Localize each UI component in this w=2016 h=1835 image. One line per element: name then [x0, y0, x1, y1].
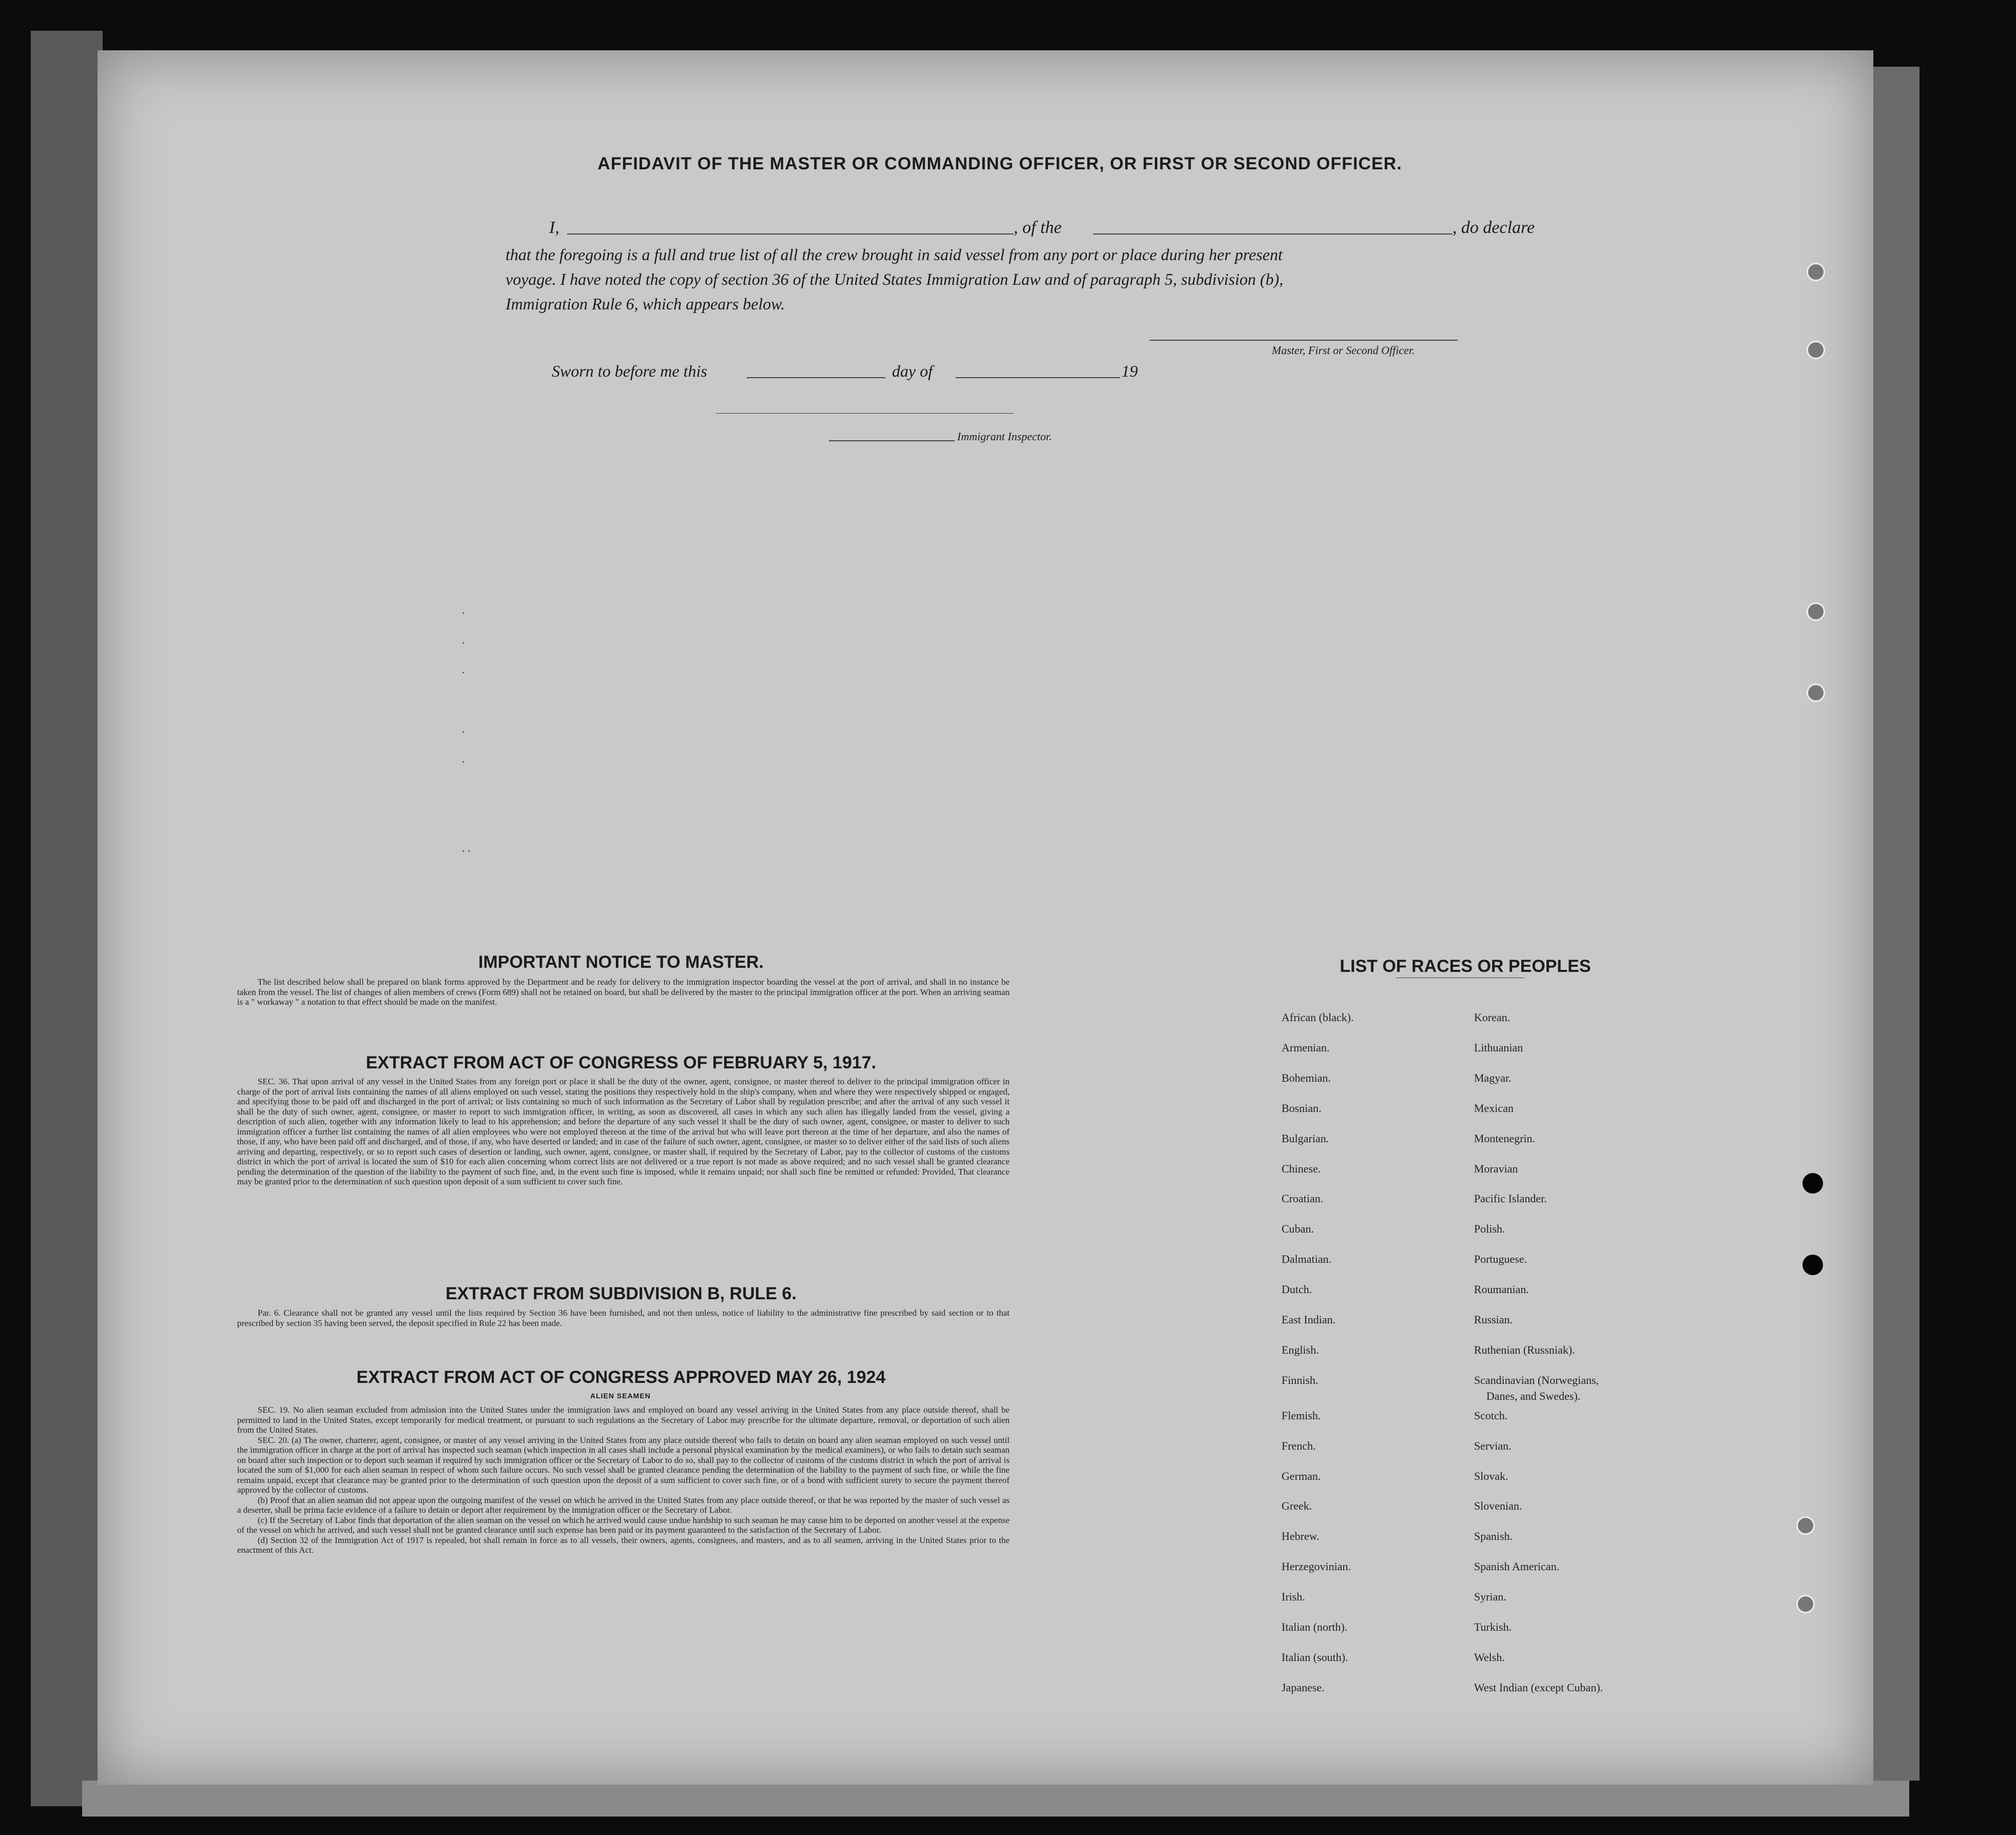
race-item: Portuguese.	[1474, 1253, 1527, 1265]
races-title: LIST OF RACES OR PEOPLES	[1340, 956, 1591, 976]
race-item: Bulgarian.	[1282, 1132, 1329, 1145]
affidavit-line-4: Immigration Rule 6, which appears below.	[506, 295, 785, 313]
race-item: Hebrew.	[1282, 1530, 1320, 1543]
extract-rule6-text	[237, 1308, 1010, 1328]
extract-1924-title: EXTRACT FROM ACT OF CONGRESS APPROVED MAY 26, 1924	[356, 1368, 886, 1387]
immigrant-inspector-label: Immigrant Inspector.	[957, 430, 1052, 443]
sworn-day-line	[747, 377, 885, 378]
race-item: Bohemian.	[1282, 1071, 1331, 1084]
race-item: Armenian.	[1282, 1041, 1330, 1054]
race-item: Russian.	[1474, 1313, 1513, 1326]
race-item: Herzegovinian.	[1282, 1560, 1351, 1573]
signature-line	[1150, 340, 1458, 341]
binder-hole-5	[1802, 1173, 1823, 1194]
race-item: Bosnian.	[1282, 1102, 1322, 1115]
race-item: East Indian.	[1282, 1313, 1336, 1326]
race-item: Moravian	[1474, 1162, 1518, 1175]
section-20b-paragraph: (b) Proof that an alien seaman did not appear upon the outgoing manifest of the vessel on which he arrived in the United States from any place outside thereof, or that he was reported by the master of such vessel as a deserter, shall be prima facie evidence of a failure to detain or deport after requirement by the immigration officer or the Secretary of Labor.	[237, 1495, 1010, 1515]
paragraph-6: Par. 6. Clearance shall not be granted any vessel until the lists required by Section 36 have been furnished, and not then unless, notice of liability to the administrative fine prescribed by said section or to that prescribed by section 35 having been served, the deposit specified in Rule 22 has been made.	[237, 1308, 1010, 1328]
race-item: Magyar.	[1474, 1071, 1511, 1084]
race-item: Syrian.	[1474, 1590, 1506, 1603]
race-item: Scandinavian (Norwegians,	[1474, 1374, 1599, 1387]
race-item: Slovak.	[1474, 1470, 1508, 1482]
extract-1917-text	[237, 1077, 1010, 1187]
race-item: Montenegrin.	[1474, 1132, 1536, 1145]
binder-hole-7	[1796, 1516, 1815, 1535]
race-item: Cuban.	[1282, 1222, 1314, 1235]
race-item: Mexican	[1474, 1102, 1514, 1115]
race-item: Italian (north).	[1282, 1621, 1348, 1633]
notice-paragraph: The list described below shall be prepared on blank forms approved by the Department and be ready for delivery to the immigration inspector boarding the vessel at the port of arrival, and shall in no instance be taken from the vessel. The list of changes of alien members of crews (Form 689) shall not be retained on board, but shall be delivered by the master to the principal immigration officer at the port. When an arriving seaman is a " workaway " a notation to that effect should be made on the manifest.	[237, 977, 1010, 1007]
inspector-line-top	[716, 413, 1014, 414]
page-edge-left	[31, 31, 103, 1806]
race-item: French.	[1282, 1439, 1316, 1452]
race-item: Flemish.	[1282, 1409, 1321, 1422]
race-item: Ruthenian (Russniak).	[1474, 1343, 1575, 1356]
affidavit-title: AFFIDAVIT OF THE MASTER OR COMMANDING OFFICER, OR FIRST OR SECOND OFFICER.	[597, 154, 1402, 173]
race-item: Spanish.	[1474, 1530, 1513, 1543]
race-item: African (black).	[1282, 1011, 1354, 1024]
race-item: Irish.	[1282, 1590, 1305, 1603]
name-blank-line	[567, 233, 1014, 235]
section-20a-paragraph: SEC. 20. (a) The owner, charterer, agent, consignee, or master of any vessel arriving in the United States from any place outside thereof who fails to detain on board any alien seaman employed on such vessel until the immigration officer in charge at the port of arrival has inspected such seaman (which inspection in all cases shall include a personal physical examination by the medical examiners), or who fails to detain such seaman on board after such inspection or to deport such seaman if required by such immigration officer or the Secretary of Labor to do so, shall pay to the collector of customs of the customs district in which the port of arrival is located the sum of $1,000 for each alien seaman in respect of whom such failure occurs. No such vessel shall be granted clearance pending the determination of the liability to the payment of such fine, or while the fine remains unpaid, except that clearance may be granted prior to the determination of such question upon the deposit of a sum sufficient to cover such fine, or of a bond with sufficient surety to secure the payment thereof approved by the collector of customs.	[237, 1435, 1010, 1495]
race-item: Polish.	[1474, 1222, 1505, 1235]
race-item: Turkish.	[1474, 1621, 1512, 1633]
notice-title: IMPORTANT NOTICE TO MASTER.	[478, 952, 764, 972]
affidavit-line-3: voyage. I have noted the copy of section 36 of the United States Immigration Law and of paragraph 5, subdivision (b),	[506, 270, 1284, 288]
race-item: Japanese.	[1282, 1681, 1325, 1694]
race-item: Lithuanian	[1474, 1041, 1523, 1054]
sworn-label: Sworn to before me this	[552, 362, 707, 380]
binder-hole-2	[1807, 341, 1825, 359]
race-item: English.	[1282, 1343, 1319, 1356]
section-19-paragraph: SEC. 19. No alien seaman excluded from admission into the United States under the immigration laws and employed on board any vessel arriving in the United States from any place outside thereof, shall be permitted to land in the United States, except temporarily for medical treatment, or pursuant to such regulations as the Secretary of Labor may prescribe for the ultimate departure, removal, or deportation of such alien from the United States.	[237, 1405, 1010, 1435]
binder-hole-1	[1807, 263, 1825, 281]
race-item: Italian (south).	[1282, 1651, 1348, 1664]
binder-hole-4	[1807, 684, 1825, 702]
race-item: Chinese.	[1282, 1162, 1321, 1175]
day-of-label: day of	[892, 362, 933, 380]
race-item: Servian.	[1474, 1439, 1511, 1452]
affidavit-line-2: that the foregoing is a full and true list of all the crew brought in said vessel from any port or place during her present	[506, 245, 1283, 264]
race-item: Croatian.	[1282, 1192, 1324, 1205]
race-item: Pacific Islander.	[1474, 1192, 1547, 1205]
race-item-continuation: Danes, and Swedes).	[1486, 1390, 1581, 1402]
binder-hole-6	[1802, 1255, 1823, 1275]
race-item: Spanish American.	[1474, 1560, 1560, 1573]
master-officer-label: Master, First or Second Officer.	[1272, 344, 1415, 357]
extract-1924-text	[237, 1405, 1010, 1555]
section-36-paragraph: SEC. 36. That upon arrival of any vessel in the United States from any foreign port or place it shall be the duty of the owner, agent, consignee, or master thereof to deliver to the principal immigration officer in charge of the port of arrival lists containing the names of all aliens employed on such vessel, stating the positions they respectively hold in the ship's company, when and where they were respectively shipped or engaged, and specifying those to be paid off and discharged in the port of arrival; or lists containing so much of such information as the Secretary of Labor shall by regulation prescribe; and after the arrival of any such vessel it shall be the duty of such owner, agent, consignee, or master to report to such immigration officer, in writing, as soon as discovered, all cases in which any such alien has illegally landed from the vessel, giving a description of such alien, together with any information likely to lead to his apprehension; and before the departure of any such vessel it shall be the duty of such owner, agent, consignee, or master to deliver to such immigration officer a further list containing the names of all alien employees who were not employed thereon at the time of the arrival but who will leave port thereon at the time of her departure, and also the names of those, if any, who have been paid off and discharged, and of those, if any, who have deserted or landed; and in case of the failure of such owner, agent, consignee, or master so to deliver either of the said lists of such aliens arriving and departing, respectively, or so to report such cases of desertion or landing, such owner, agent, consignee, or master shall, if required by the Secretary of Labor, pay to the collector of customs of the customs district in which the port of arrival is located the sum of $10 for each alien concerning whom correct lists are not delivered or a true report is not made as above required; and no such vessel shall be granted clearance pending the determination of the question of the liability to the payment of such fine, and, in the event such fine is imposed, while it remains unpaid; nor shall such fine be remitted or refunded: Provided, That clearance may be granted prior to the determination of such question upon deposit of a sum sufficient to cover such fine.	[237, 1077, 1010, 1186]
section-20c-paragraph: (c) If the Secretary of Labor finds that deportation of the alien seaman on the vessel on which he arrived would cause undue hardship to such seaman he may cause him to be deported on another vessel at the expense of the vessel on which he arrived, and such vessel shall not be granted clearance until such expense has been paid or its payment guaranteed to the satisfaction of the Secretary of Labor.	[237, 1515, 1010, 1535]
inspector-line	[829, 440, 955, 441]
vessel-blank-line	[1093, 233, 1452, 235]
extract-1917-title: EXTRACT FROM ACT OF CONGRESS OF FEBRUARY 5, 1917.	[365, 1053, 877, 1072]
race-item: Finnish.	[1282, 1374, 1319, 1387]
binder-hole-8	[1796, 1595, 1815, 1613]
page-edge-bottom	[82, 1781, 1909, 1817]
binder-hole-3	[1807, 602, 1825, 621]
year-label: 19	[1121, 362, 1138, 380]
race-item: Welsh.	[1474, 1651, 1505, 1664]
race-item: Greek.	[1282, 1499, 1312, 1512]
race-item: West Indian (except Cuban).	[1474, 1681, 1603, 1694]
alien-seamen-subtitle: ALIEN SEAMEN	[590, 1392, 651, 1400]
race-item: Roumanian.	[1474, 1283, 1529, 1296]
affidavit-declare-label: , do declare	[1452, 218, 1535, 237]
race-item: Korean.	[1474, 1011, 1510, 1024]
extract-rule6-title: EXTRACT FROM SUBDIVISION B, RULE 6.	[445, 1284, 797, 1303]
page-edge-right	[1868, 67, 1920, 1781]
race-item: Scotch.	[1474, 1409, 1508, 1422]
race-item: Dalmatian.	[1282, 1253, 1332, 1265]
notice-text	[237, 977, 1010, 1007]
race-item: Dutch.	[1282, 1283, 1312, 1296]
section-20d-paragraph: (d) Section 32 of the Immigration Act of 1917 is repealed, but shall remain in force as to all vessels, their owners, agents, consignees, and masters, and as to all seamen, arriving in the United States prior to the enactment of this Act.	[237, 1535, 1010, 1555]
sworn-month-line	[956, 377, 1120, 378]
affidavit-of-the-label: , of the	[1014, 218, 1062, 237]
race-item: Slovenian.	[1474, 1499, 1522, 1512]
affidavit-i-label: I,	[549, 218, 559, 237]
blank-area-marks: . . . . . . .	[462, 603, 471, 854]
race-item: German.	[1282, 1470, 1321, 1482]
